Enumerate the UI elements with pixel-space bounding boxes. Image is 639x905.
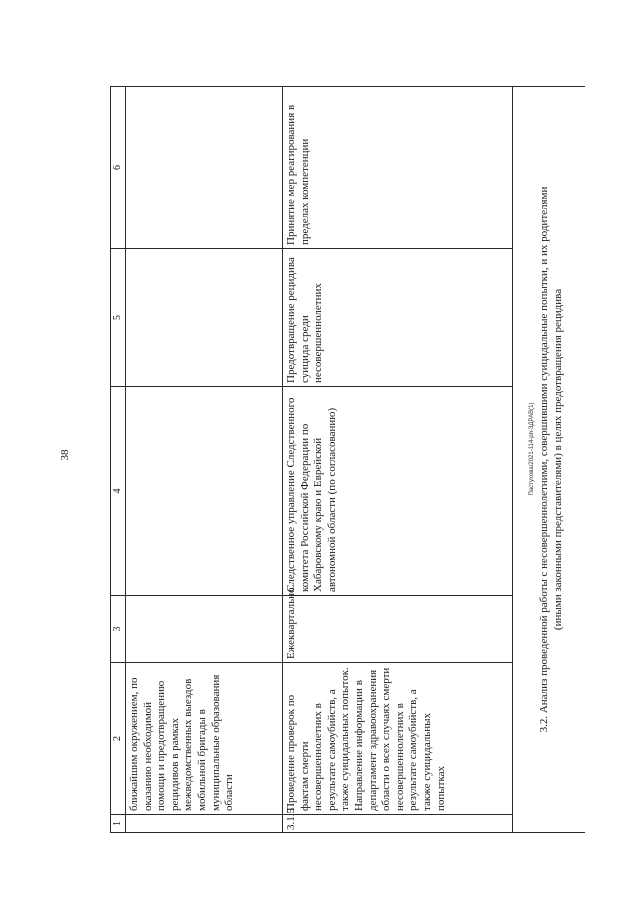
cell-executor: Следственное управление Следственного комитета Российской Федерации по Хабаровскому краю и Еврейской автономной области (по согласованию) bbox=[283, 387, 513, 596]
cell-result bbox=[126, 249, 283, 387]
header-cell-4: 4 bbox=[111, 387, 126, 596]
cell-number bbox=[126, 815, 283, 833]
cell-number: 3.1.5 bbox=[283, 815, 513, 833]
header-cell-3: 3 bbox=[111, 596, 126, 663]
document-code: Пастухова/2021-114-рп-ЗДРАВ(1) bbox=[529, 402, 535, 496]
section-3-2-heading: 3.2. Анализ проведенной работы с несовершеннолетними, совершившими суицидальные попытки, и их родителями (иными законными представителями) в целях предотвращения рецидива bbox=[513, 87, 586, 833]
rotated-table-area bbox=[110, 83, 585, 833]
cell-deadline: Ежеквартально bbox=[283, 596, 513, 663]
page-number: 38 bbox=[59, 449, 71, 461]
table-row-continuation bbox=[126, 87, 283, 833]
header-cell-6: 6 bbox=[111, 87, 126, 249]
header-cell-1: 1 bbox=[111, 815, 126, 833]
cell-measure: Проведение проверок по фактам смерти несовершеннолетних в результате самоубийств, а также суицидальных попыток. Направление информации в департамент здравоохранения области о всех случаях смерти несовершеннолетних в результате самоубийств, а также суицидальных попытках bbox=[283, 663, 513, 815]
header-cell-2: 2 bbox=[111, 663, 126, 815]
cell-indicator bbox=[126, 87, 283, 249]
table-wrapper bbox=[110, 83, 585, 833]
plan-table bbox=[110, 86, 585, 833]
cell-deadline bbox=[126, 596, 283, 663]
column-number-header-row bbox=[111, 87, 126, 833]
cell-executor bbox=[126, 387, 283, 596]
cell-result: Предотвращение рецидива суицида среди несовершеннолетних bbox=[283, 249, 513, 387]
cell-measure: ближайшим окружением, по оказанию необходимой помощи и предотвращению рецидивов в рамках межведомственных выездов мобильной бригады в муниципальные образования области bbox=[126, 663, 283, 815]
section-heading-row bbox=[513, 87, 586, 833]
cell-indicator: Принятие мер реагирования в пределах компетенции bbox=[283, 87, 513, 249]
table-row-3-1-5 bbox=[283, 87, 513, 833]
header-cell-5: 5 bbox=[111, 249, 126, 387]
